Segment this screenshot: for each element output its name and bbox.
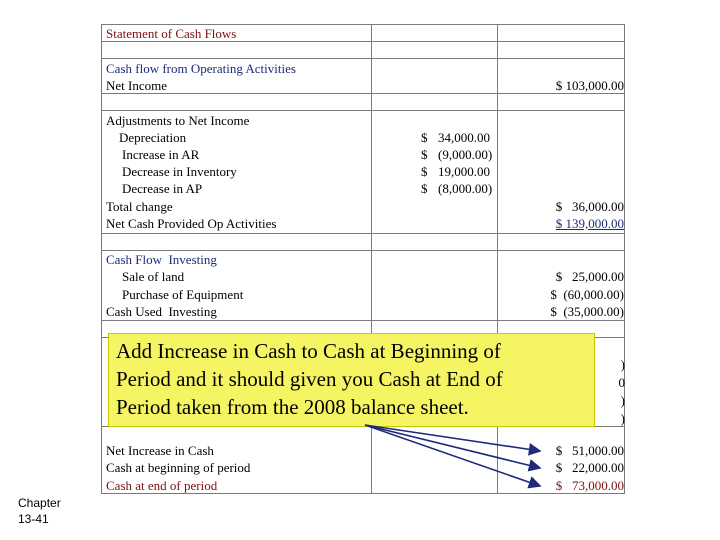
ap-dollar: $ <box>421 181 428 196</box>
chapter-label: Chapter <box>18 496 61 510</box>
cash-used-investing-value: $ (35,000.00) <box>550 304 624 319</box>
arrow-to-end <box>365 425 540 486</box>
inventory-value: 19,000.00 <box>438 164 490 179</box>
obscured-value: ) <box>620 357 625 372</box>
net-cash-op-value: $ 139,000.00 <box>555 216 624 231</box>
cash-end-label: Cash at end of period <box>106 478 218 493</box>
callout-line-3: Period taken from the 2008 balance sheet. <box>116 395 469 419</box>
inventory-label: Decrease in Inventory <box>122 164 237 179</box>
total-change-value: $ 36,000.00 <box>555 199 624 214</box>
ar-label: Increase in AR <box>122 147 200 162</box>
cash-beginning-label: Cash at beginning of period <box>106 460 251 475</box>
obscured-value: ) <box>620 411 625 426</box>
purchase-equipment-label: Purchase of Equipment <box>122 287 244 302</box>
cash-end-value: $ 73,000.00 <box>555 478 624 493</box>
investing-heading: Cash Flow Investing <box>106 252 217 267</box>
net-increase-value: $ 51,000.00 <box>555 443 624 458</box>
ap-value: (8,000.00) <box>438 181 493 196</box>
callout-line-2: Period and it should given you Cash at End of <box>116 367 503 391</box>
net-income-label: Net Income <box>106 78 168 93</box>
depreciation-value: 34,000.00 <box>438 130 490 145</box>
adjustments-label: Adjustments to Net Income <box>106 113 250 128</box>
sale-of-land-value: $ 25,000.00 <box>555 269 624 284</box>
ar-dollar: $ <box>421 147 428 162</box>
sale-of-land-label: Sale of land <box>122 269 185 284</box>
obscured-value: 0 <box>618 375 625 390</box>
depreciation-label: Depreciation <box>119 130 187 145</box>
sheet-title: Statement of Cash Flows <box>106 26 237 41</box>
cash-beginning-value: $ 22,000.00 <box>555 460 624 475</box>
total-change-label: Total change <box>106 199 173 214</box>
inventory-dollar: $ <box>421 164 428 179</box>
operating-heading: Cash flow from Operating Activities <box>106 61 296 76</box>
purchase-equipment-value: $ (60,000.00) <box>550 287 624 302</box>
net-increase-label: Net Increase in Cash <box>106 443 214 458</box>
chapter-footer <box>18 495 61 527</box>
ar-value: (9,000.00) <box>438 147 493 162</box>
obscured-value: ) <box>620 393 625 408</box>
ap-label: Decrease in AP <box>122 181 203 196</box>
net-income-value: $ 103,000.00 <box>555 78 624 93</box>
cash-used-investing-label: Cash Used Investing <box>106 304 217 319</box>
page-number: 13-41 <box>18 512 49 526</box>
callout-line-1: Add Increase in Cash to Cash at Beginning of <box>116 339 501 363</box>
depreciation-dollar: $ <box>421 130 428 145</box>
net-cash-op-label: Net Cash Provided Op Activities <box>106 216 277 231</box>
